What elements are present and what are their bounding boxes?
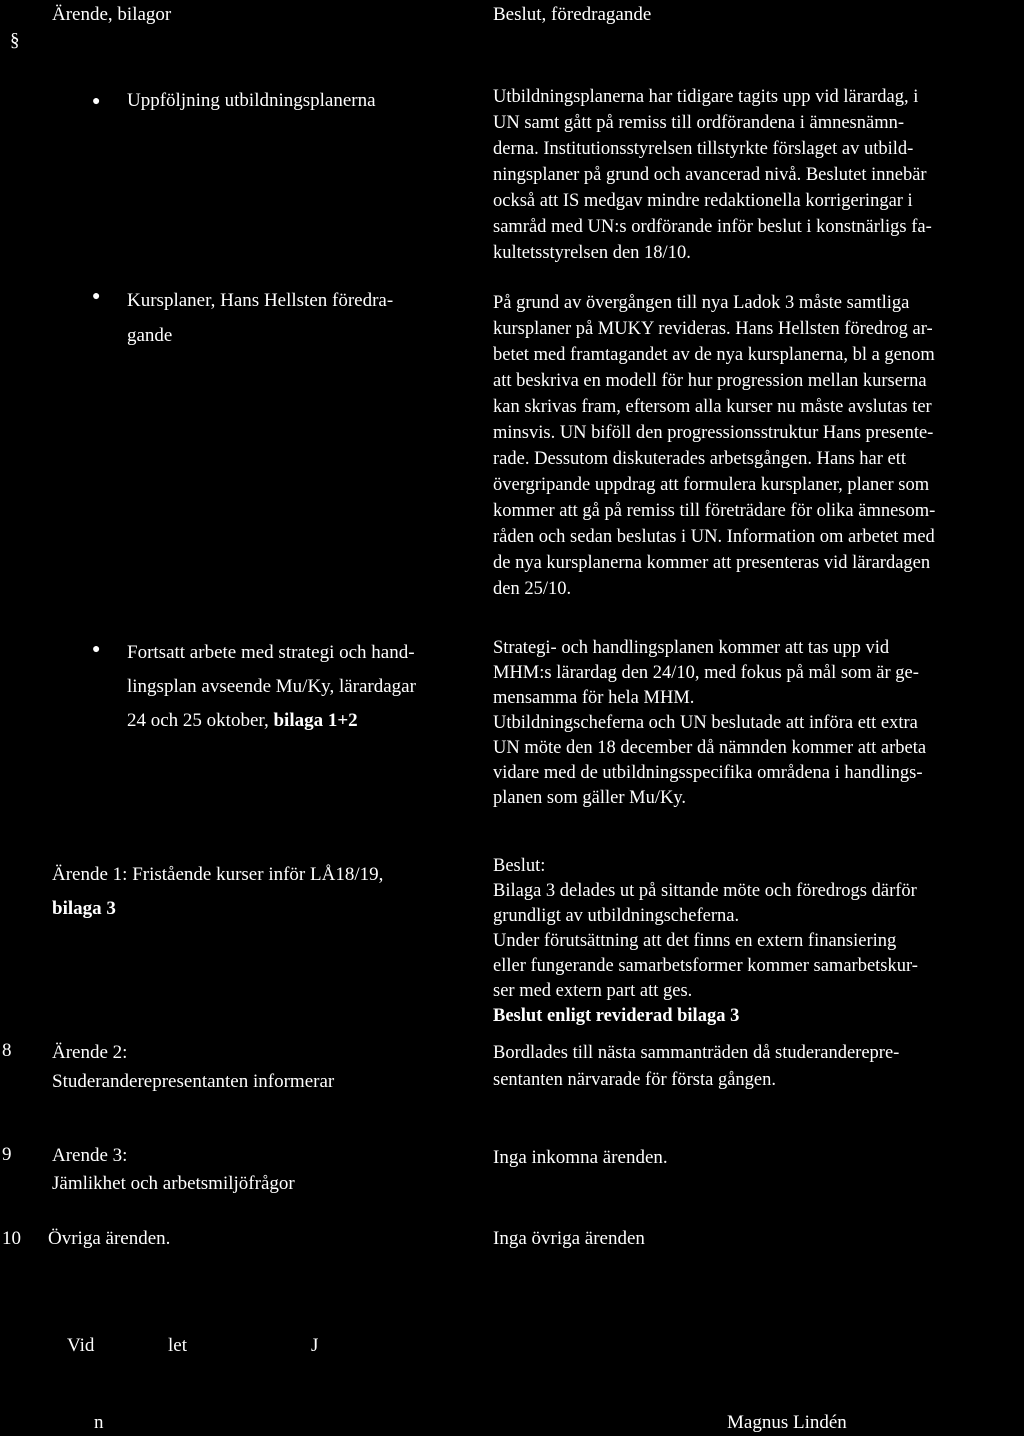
arende-3-left: Arende 3: Jämlikhet och arbetsmiljöfrågor (52, 1145, 295, 1194)
footer-n: n (94, 1412, 104, 1433)
arende-1-right: Beslut: Bilaga 3 delades ut på sittande möte och föredrogs därför grundligt av utbildningscheferna. Under förutsättning att det finns en extern finansiering eller fungerande samarbetsformer kommer samarbetskur- ser med extern part att ges. Beslut enligt reviderad bilaga 3 (493, 854, 918, 1029)
section-number-8: 8 (2, 1040, 12, 1061)
item-2-right: På grund av övergången till nya Ladok 3 måste samtliga kursplaner på MUKY revideras. Hans Hellsten föredrog ar- betet med framtagandet av de nya kursplanerna, bl a genom att beskriva en modell för hur progression mellan kurserna kan skrivas fram, eftersom alla kurser nu måste avslutas ter minsvis. UN biföll den progressionsstruktur Hans presente- rade. Dessutom diskuterades arbetsgången. Hans har ett övergripande uppdrag att formulera kursplaner, planer som kommer att gå på remiss till företrädare för olika ämnesom- råden och sedan beslutas i UN. Information om arbetet med de nya kursplanerna kommer att presenteras vid lärardagen den 25/10. (493, 293, 936, 599)
ovriga-left: Övriga ärenden. (48, 1228, 171, 1249)
footer-j: J (311, 1335, 319, 1356)
item-3-left: Fortsatt arbete med strategi och hand- lingsplan avseende Mu/Ky, lärardagar 24 och 25 oktober, bilaga 1+2 (127, 642, 416, 731)
ovriga-right: Inga övriga ärenden (493, 1228, 645, 1249)
item-3-right: Strategi- och handlingsplanen kommer att tas upp vid MHM:s lärardag den 24/10, med fokus på mål som är ge- mensamma för hela MHM. Utbildningscheferna och UN beslutade att införa ett extra UN möte den 18 december då nämnden kommer att arbeta vidare med de utbildningsspecifika områdena i handlings- planen som gäller Mu/Ky. (493, 638, 927, 808)
column-header-right: Beslut, föredragande (493, 4, 652, 25)
bullet-icon: ● (92, 289, 101, 304)
section-number-9: 9 (2, 1144, 12, 1165)
item-2-left: Kursplaner, Hans Hellsten föredra- gande (127, 290, 394, 346)
arende-2-left: Ärende 2: Studeranderepresentanten informerar (52, 1042, 335, 1092)
column-header-left: Ärende, bilagor (52, 4, 172, 25)
footer-let: let (168, 1335, 187, 1356)
item-1-left: Uppföljning utbildningsplanerna (127, 90, 376, 111)
arende-1-left: Ärende 1: Fristående kurser inför LÅ18/19, bilaga 3 (52, 858, 383, 926)
arende-3-right: Inga inkomna ärenden. (493, 1147, 668, 1168)
footer-vid: Vid (67, 1335, 95, 1356)
bullet-icon: ● (92, 94, 101, 109)
attachment-label: bilaga 1+2 (273, 710, 358, 731)
arende-2-right: Bordlades till nästa sammanträden då studeranderepre- sentanten närvarade för första gången. (493, 1043, 900, 1090)
section-symbol: § (10, 30, 20, 51)
attachment-label: bilaga 3 (52, 898, 116, 919)
bullet-icon: ● (92, 642, 101, 657)
section-number-10: 10 (2, 1228, 21, 1249)
item-1-right: Utbildningsplanerna har tidigare tagits upp vid lärardag, i UN samt gått på remiss till ordförandena i ämnesnämn- derna. Institutionsstyrelsen tillstyrkte förslaget av utbild- ningsplaner på grund och avancerad nivå. Beslutet innebär också att IS medgav mindre redaktionella korrigeringar i samråd med UN:s ordförande inför beslut i konstnärligs fa- kultetsstyrelsen den 18/10. (493, 87, 932, 263)
signature-name: Magnus Lindén (727, 1412, 847, 1433)
decision-statement: Beslut enligt reviderad bilaga 3 (493, 1006, 740, 1026)
